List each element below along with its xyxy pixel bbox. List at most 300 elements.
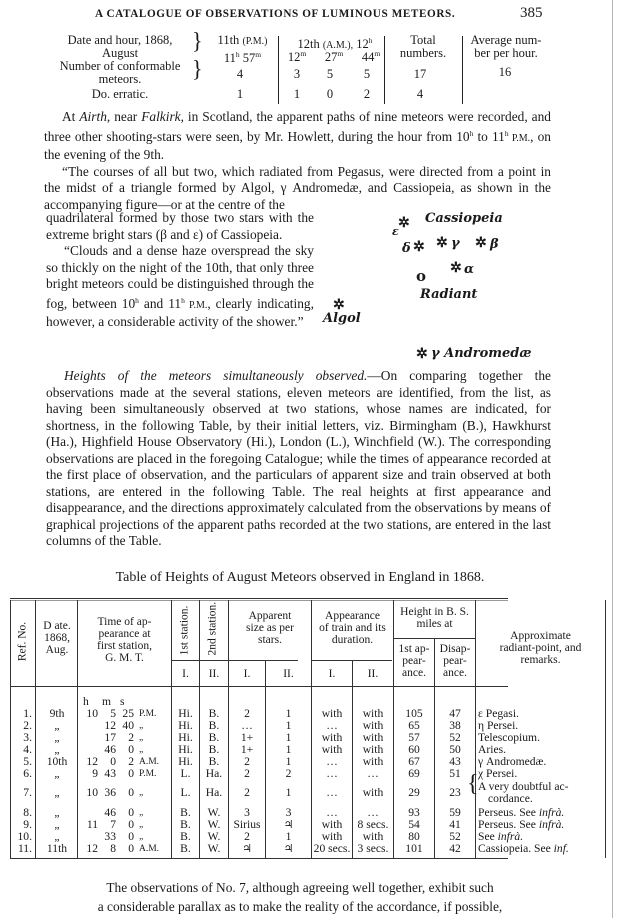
label-gamma-andromedae: γ Andromedæ xyxy=(431,346,532,361)
sup-h: h xyxy=(368,36,373,45)
remark-text-cont: cordance. xyxy=(488,792,533,805)
footer-paragraph xyxy=(0,878,600,916)
cell-date: „ xyxy=(54,806,60,819)
value: 0 xyxy=(326,87,334,101)
cell-size2: ♃ xyxy=(283,818,294,831)
col2-hour: 12 xyxy=(356,37,369,51)
cell-st1: Hi. xyxy=(178,707,193,720)
h-line: Height in B. S. xyxy=(400,606,469,618)
body-paragraphs-narrow xyxy=(46,210,314,331)
value: 4 xyxy=(236,67,244,81)
star-icon: ✲ xyxy=(413,239,425,255)
cell-train1: with xyxy=(321,707,343,720)
remark-italic: infrà. xyxy=(538,818,565,831)
row-label-date xyxy=(50,34,190,60)
header-station1: 1st station. xyxy=(178,605,191,656)
town-name: Falkirk xyxy=(141,109,181,124)
text: , on the evening of the 9th. xyxy=(44,128,551,162)
cell-date: „ xyxy=(54,786,60,799)
cell-size1: 1+ xyxy=(240,731,254,744)
label-line: meteors. xyxy=(98,72,142,86)
cell-ref: 5. xyxy=(23,755,32,768)
cell-s: 0 xyxy=(128,830,134,843)
value: 17 xyxy=(413,67,427,81)
cell-ref: 7. xyxy=(23,786,32,799)
cell-h2: 52 xyxy=(449,830,461,843)
header-first-app xyxy=(394,643,434,679)
label-algol: Algol xyxy=(323,311,361,326)
cell-h2: 41 xyxy=(449,818,461,831)
cell-size1: 2 xyxy=(244,830,250,843)
brace: { xyxy=(467,771,479,797)
cell-train1: with xyxy=(321,743,343,756)
cell-size2: 1 xyxy=(285,755,292,768)
header-remarks xyxy=(476,630,605,666)
h-line: 1868, xyxy=(44,632,70,644)
h-line: stars. xyxy=(258,634,282,646)
cell-m: 46 xyxy=(104,806,116,819)
remark-text: γ Andromedæ. xyxy=(478,755,547,768)
cell-train2: … xyxy=(367,767,379,780)
cell-st1: B. xyxy=(180,842,191,855)
cell-h: 12 xyxy=(86,755,98,768)
table-row xyxy=(10,755,547,768)
cell-h: 10 xyxy=(86,707,98,720)
rule xyxy=(172,660,298,661)
h-line: of train and its xyxy=(319,622,386,634)
cell-remark xyxy=(478,843,569,855)
cell-ampm: „ xyxy=(139,820,144,830)
paragraph-heading: Heights of the meteors simultaneously observed. xyxy=(64,368,368,383)
cell-st1: Hi. xyxy=(178,755,193,768)
cell-size1: 2 xyxy=(244,767,250,780)
avg-head xyxy=(466,34,546,60)
h-line: size as per xyxy=(246,622,294,634)
cell-h2: 42 xyxy=(449,842,461,855)
header-train xyxy=(312,610,393,646)
text: —On comparing together the observations made at the several stations, eleven meteors are identified, from the list, as having been simultaneously observed at two stations, whose names are indicated, for shortness, in the following Table, by their initial letters, viz. Birmingham (B.), Hawkhurst (Ha.), Highfield House Observatory (Hi.), London (L.), Winchfield (W.). The corresponding observations are placed in the foregoing Catalogue; while the times of appearance recorded at the first place of observation, and the particulars of apparent size and train observed at both stations, are entered in the following Table. The real heights at first appearance and disappearance, and the directions approximately calculated from the observations by means of graphical projections of the apparent paths recorded at the two stations, are entered in the last columns of the Table. xyxy=(46,368,551,548)
value: 3 xyxy=(293,67,301,81)
unit-s: s xyxy=(120,695,125,708)
cell-ampm: „ xyxy=(139,733,144,743)
text: , clearly indicating, however, a considerable activity of the shower.” xyxy=(46,295,314,329)
table-row xyxy=(10,744,508,756)
remark-text: See xyxy=(478,830,498,843)
header-time xyxy=(78,616,171,664)
cell-size1: … xyxy=(241,719,253,732)
cell-h: 11 xyxy=(86,818,98,831)
value: 1 xyxy=(236,87,244,101)
cell-size1: 2 xyxy=(244,786,250,799)
cell-train2: with xyxy=(362,731,384,744)
sup-m: m xyxy=(337,49,344,58)
cell-st1: Hi. xyxy=(178,719,193,732)
cell-m: 43 xyxy=(104,767,116,780)
cell-s: 2 xyxy=(128,755,134,768)
pm: P.M. xyxy=(508,132,531,144)
cell-train2: with xyxy=(362,755,384,768)
cell-h1: 57 xyxy=(408,731,420,744)
remark-text: Aries. xyxy=(478,743,507,756)
col2-day: 12th xyxy=(297,37,320,51)
cell-m: 7 xyxy=(110,818,116,831)
cell-train1: … xyxy=(326,767,338,780)
text: At xyxy=(62,109,80,124)
body-paragraph-heights xyxy=(46,368,551,550)
divider xyxy=(462,36,463,104)
cell-date: 10th xyxy=(46,755,68,768)
cell-ampm: „ xyxy=(139,832,144,842)
table-row xyxy=(10,707,519,720)
cell-ampm: P.M. xyxy=(139,709,157,719)
total-head xyxy=(390,34,456,60)
remark-text: Cassiopeia. See xyxy=(478,842,554,855)
label-epsilon: ε xyxy=(392,225,399,238)
brace: } xyxy=(192,55,203,82)
cell-size1: ♃ xyxy=(242,842,252,855)
cell-h1: 67 xyxy=(408,755,420,768)
cell-h1: 101 xyxy=(405,842,423,855)
cell-st2: B. xyxy=(208,707,220,720)
sup-h: h xyxy=(469,128,474,138)
cell-s: 0 xyxy=(128,767,134,780)
unit-m: m xyxy=(102,695,112,708)
cell-train2: 8 secs. xyxy=(357,818,389,831)
value: 1 xyxy=(293,87,301,101)
cell-date: 9th xyxy=(49,707,65,720)
header-station2-num: II. xyxy=(208,668,220,680)
units-row xyxy=(10,696,508,708)
col2-time xyxy=(356,47,386,64)
cell-train1: with xyxy=(321,731,343,744)
table-caption: Table of Heights of August Meteors observed in England in 1868. xyxy=(115,570,485,585)
head-line: Average num- xyxy=(470,33,542,47)
star-icon: ✲ xyxy=(436,235,448,251)
cell-h: 10 xyxy=(86,786,98,799)
cell-h2: 38 xyxy=(449,719,461,732)
cell-train1: … xyxy=(326,806,338,819)
page-number: 385 xyxy=(520,5,543,21)
value: 5 xyxy=(326,67,334,81)
cell-ref: 10. xyxy=(17,830,32,843)
remark-text: Telescopium. xyxy=(478,731,540,744)
label-line: Number of conformable xyxy=(59,59,181,73)
cell-st1: L. xyxy=(180,767,191,780)
cell-st1: Hi. xyxy=(178,731,193,744)
h-line: ance. xyxy=(402,667,426,679)
head-line: Total xyxy=(410,33,436,47)
h-line: Appearance xyxy=(325,610,380,622)
cell-ref: 9. xyxy=(23,818,32,831)
h-line: miles at xyxy=(416,618,453,630)
cell-train1: 20 secs. xyxy=(313,842,351,855)
cell-st2: B. xyxy=(208,719,220,732)
running-title: A CATALOGUE OF OBSERVATIONS OF LUMINOUS METEORS. xyxy=(95,8,456,20)
table-row xyxy=(10,719,519,732)
table-row xyxy=(10,818,565,831)
h-line: Disap- xyxy=(439,643,471,655)
min: 27 xyxy=(324,50,338,64)
row-label-conformable xyxy=(50,60,190,86)
header-disapp xyxy=(435,643,475,679)
cell-date: „ xyxy=(54,743,60,756)
cell-st1: B. xyxy=(180,818,191,831)
cell-train2: with xyxy=(362,719,384,732)
cell-size2: 3 xyxy=(285,806,292,819)
body-paragraphs-top xyxy=(44,109,551,213)
cell-ref: 4. xyxy=(23,743,32,756)
value: 5 xyxy=(363,67,371,81)
label-line: August xyxy=(101,46,139,60)
cell-m: 36 xyxy=(104,786,116,799)
sup-h: h xyxy=(135,295,139,305)
cell-size2: 1 xyxy=(285,830,292,843)
cell-train1: … xyxy=(326,786,338,799)
header-ref-no: Ref. No. xyxy=(16,621,29,662)
star-icon: ✲ xyxy=(333,297,345,313)
h-line: G. M. T. xyxy=(105,652,144,664)
cell-date: „ xyxy=(54,818,60,831)
cell-h2: 47 xyxy=(449,707,461,720)
h-line: first station, xyxy=(97,640,152,652)
cell-size2: ♃ xyxy=(283,842,294,855)
cell-m: 8 xyxy=(110,842,116,855)
table-row xyxy=(10,842,569,855)
remark-italic: infrà. xyxy=(497,830,524,843)
brace: } xyxy=(192,27,203,54)
cell-h2: 50 xyxy=(449,743,461,756)
cell-train1: … xyxy=(326,755,338,768)
cell-h2: 52 xyxy=(449,731,461,744)
cell-ampm: A.M. xyxy=(139,757,160,767)
cell-train2: with xyxy=(362,743,384,756)
h-line: ance. xyxy=(443,667,467,679)
h-line: Approximate xyxy=(510,630,571,642)
cell-m: 0 xyxy=(110,755,116,768)
h-line: Time of ap- xyxy=(97,616,152,628)
header-date xyxy=(37,620,77,656)
cell-h1: 65 xyxy=(408,719,420,732)
cell-s: 0 xyxy=(128,786,134,799)
cell-size2: 1 xyxy=(285,786,292,799)
row-label-erratic: Do. erratic. xyxy=(91,87,149,101)
header-train-II: II. xyxy=(367,668,379,680)
cell-m: 33 xyxy=(104,830,116,843)
cell-h: 9 xyxy=(92,767,98,780)
cell-size2: 2 xyxy=(285,767,292,780)
footer-line: The observations of No. 7, although agreeing well together, exhibit such xyxy=(106,880,494,895)
cell-remark xyxy=(478,780,569,805)
text: , in Scotland, the apparent paths of nine meteors were recorded, and three other shooting-stars were seen, by Mr. Howlett, during the hour from 10 xyxy=(44,109,551,144)
text: , near xyxy=(106,109,142,124)
cell-h2: 51 xyxy=(449,767,461,780)
table-row xyxy=(10,731,540,744)
text: to 11 xyxy=(473,128,505,144)
h-line: D ate. xyxy=(43,620,71,632)
cell-h1: 93 xyxy=(408,806,420,819)
cell-ampm: A.M. xyxy=(139,844,160,854)
rule xyxy=(605,600,606,858)
cell-date: „ xyxy=(54,767,60,780)
h-line: pearance at xyxy=(98,628,151,640)
cell-s: 40 xyxy=(122,719,134,732)
label-alpha: α xyxy=(464,262,475,277)
paragraph-clouds xyxy=(46,243,314,331)
star-icon: ✲ xyxy=(398,215,410,231)
sup-m: m xyxy=(300,49,307,58)
cell-m: 46 xyxy=(104,743,116,756)
h-line: remarks. xyxy=(520,654,561,666)
value: 16 xyxy=(498,65,512,79)
rule xyxy=(10,600,508,601)
remark-text: Perseus. See xyxy=(478,806,539,819)
sup-h: h xyxy=(181,295,185,305)
cell-size2: 1 xyxy=(285,743,292,756)
divider xyxy=(384,36,385,104)
cell-remark xyxy=(478,768,517,780)
head-line: ber per hour. xyxy=(474,46,538,60)
cell-h1: 80 xyxy=(408,830,420,843)
head-line: numbers. xyxy=(399,46,447,60)
page-edge xyxy=(612,0,613,918)
cell-ampm: „ xyxy=(139,745,144,755)
cell-ref: 6. xyxy=(23,767,32,780)
col1-head xyxy=(205,34,280,65)
cell-train2: with xyxy=(362,786,384,799)
paragraph-airth xyxy=(44,109,551,164)
radiant-icon: o xyxy=(416,267,427,285)
cell-h1: 105 xyxy=(405,707,423,720)
cell-st2: B. xyxy=(208,755,220,768)
cell-h2: 59 xyxy=(449,806,461,819)
cell-size1: 2 xyxy=(244,755,250,768)
cell-train1: with xyxy=(321,818,343,831)
cell-date: 11th xyxy=(46,842,68,855)
cell-st2: W. xyxy=(207,842,221,855)
cell-st2: W. xyxy=(207,830,221,843)
cell-size1: Sirius xyxy=(233,818,261,831)
remark-text: A very doubtful ac- xyxy=(478,780,569,793)
sup-m: m xyxy=(374,49,381,58)
unit-h: h xyxy=(83,695,89,708)
label-line: Date and hour, 1868, xyxy=(67,33,173,47)
paragraph-quadrilateral: quadrilateral formed by those two stars with the extreme bright stars (β and ε) of Cassiopeia. xyxy=(46,210,314,242)
label-beta: β xyxy=(490,237,499,252)
remark-text: Perseus. See xyxy=(478,818,539,831)
value: 2 xyxy=(363,87,371,101)
sup-m: m xyxy=(255,50,262,59)
star-map-figure xyxy=(320,205,550,365)
rule xyxy=(10,858,508,859)
label-delta: δ xyxy=(402,241,411,256)
cell-ampm: „ xyxy=(139,808,144,818)
col1-day: 11th xyxy=(217,33,240,47)
cell-size2: 1 xyxy=(285,719,292,732)
cell-s: 0 xyxy=(128,818,134,831)
cell-st2: B. xyxy=(208,743,220,756)
paragraph-heights xyxy=(46,368,551,550)
cell-s: 0 xyxy=(128,743,134,756)
cell-st2: B. xyxy=(208,731,220,744)
table-row xyxy=(10,767,518,780)
cell-st1: L. xyxy=(180,786,191,799)
cell-h1: 29 xyxy=(408,786,420,799)
cell-st2: Ha. xyxy=(205,767,223,780)
cell-h2: 23 xyxy=(449,786,461,799)
cell-h2: 43 xyxy=(449,755,461,768)
sup-h: h xyxy=(235,50,240,59)
min: 44 xyxy=(361,50,375,64)
cell-st2: W. xyxy=(207,818,221,831)
cell-s: 25 xyxy=(122,707,134,720)
cell-train2: 3 secs. xyxy=(357,842,389,855)
cell-s: 0 xyxy=(128,806,134,819)
cell-m: 17 xyxy=(104,731,116,744)
heights-table xyxy=(10,598,582,859)
cell-st1: B. xyxy=(180,830,191,843)
cell-size2: 1 xyxy=(285,707,292,720)
cell-ref: 11. xyxy=(17,842,32,855)
star-icon: ✲ xyxy=(475,235,487,251)
min: 12 xyxy=(287,50,301,64)
cell-st1: B. xyxy=(180,806,191,819)
cell-date: „ xyxy=(54,731,60,744)
col1-hour: 11 xyxy=(223,51,236,65)
cell-ref: 3. xyxy=(23,731,32,744)
cell-train1: … xyxy=(326,719,338,732)
col1-min: 57 xyxy=(242,51,256,65)
cell-date: „ xyxy=(54,830,60,843)
cell-h1: 60 xyxy=(408,743,420,756)
cell-size2: 1 xyxy=(285,731,292,744)
rule xyxy=(10,598,508,599)
footer-line: a considerable parallax as to make the reality of the accordance, if possible, xyxy=(97,899,503,914)
cell-s: 0 xyxy=(128,842,134,855)
cell-ref: 1. xyxy=(23,707,32,720)
header-station1-num: I. xyxy=(182,668,189,680)
remark-text: χ Persei. xyxy=(478,767,518,780)
h-line: pear- xyxy=(443,655,467,667)
cell-st1: Hi. xyxy=(178,743,193,756)
paragraph-courses: “The courses of all but two, which radiated from Pegasus, were directed from a point in the midst of a triangle formed by Algol, γ Andromedæ, and Cassiopeia, as shown in the accompanying figure—or at the centre of the xyxy=(44,163,551,212)
cell-date: „ xyxy=(54,719,60,732)
h-line: duration. xyxy=(331,634,374,646)
col2-time xyxy=(282,47,312,64)
text: and 11 xyxy=(138,295,182,311)
text: “Clouds and a dense haze overspread the sky so thickly on the night of the 10th, that only three bright meteors could be distinguished through the fog, between 10 xyxy=(46,243,314,311)
header-height xyxy=(394,606,475,630)
cell-ref: 8. xyxy=(23,806,32,819)
cell-h1: 54 xyxy=(408,818,420,831)
cell-ampm: P.M. xyxy=(139,769,157,779)
cell-ref: 2. xyxy=(23,719,32,732)
label-gamma: γ xyxy=(451,236,460,251)
star-icon: ✲ xyxy=(416,346,428,362)
cell-train2: with xyxy=(362,830,384,843)
h-line: Apparent xyxy=(248,610,292,622)
h-line: 1st ap- xyxy=(398,643,430,655)
cell-m: 12 xyxy=(104,719,116,732)
cell-ampm: „ xyxy=(139,721,144,731)
rule xyxy=(394,638,476,639)
place-name: Airth xyxy=(79,109,107,124)
star-icon: ✲ xyxy=(450,260,462,276)
header-size-II: II. xyxy=(283,668,294,680)
label-radiant: Radiant xyxy=(420,287,478,302)
cell-ampm: „ xyxy=(139,788,144,798)
cell-s: 2 xyxy=(128,731,134,744)
summary-table xyxy=(0,27,600,105)
